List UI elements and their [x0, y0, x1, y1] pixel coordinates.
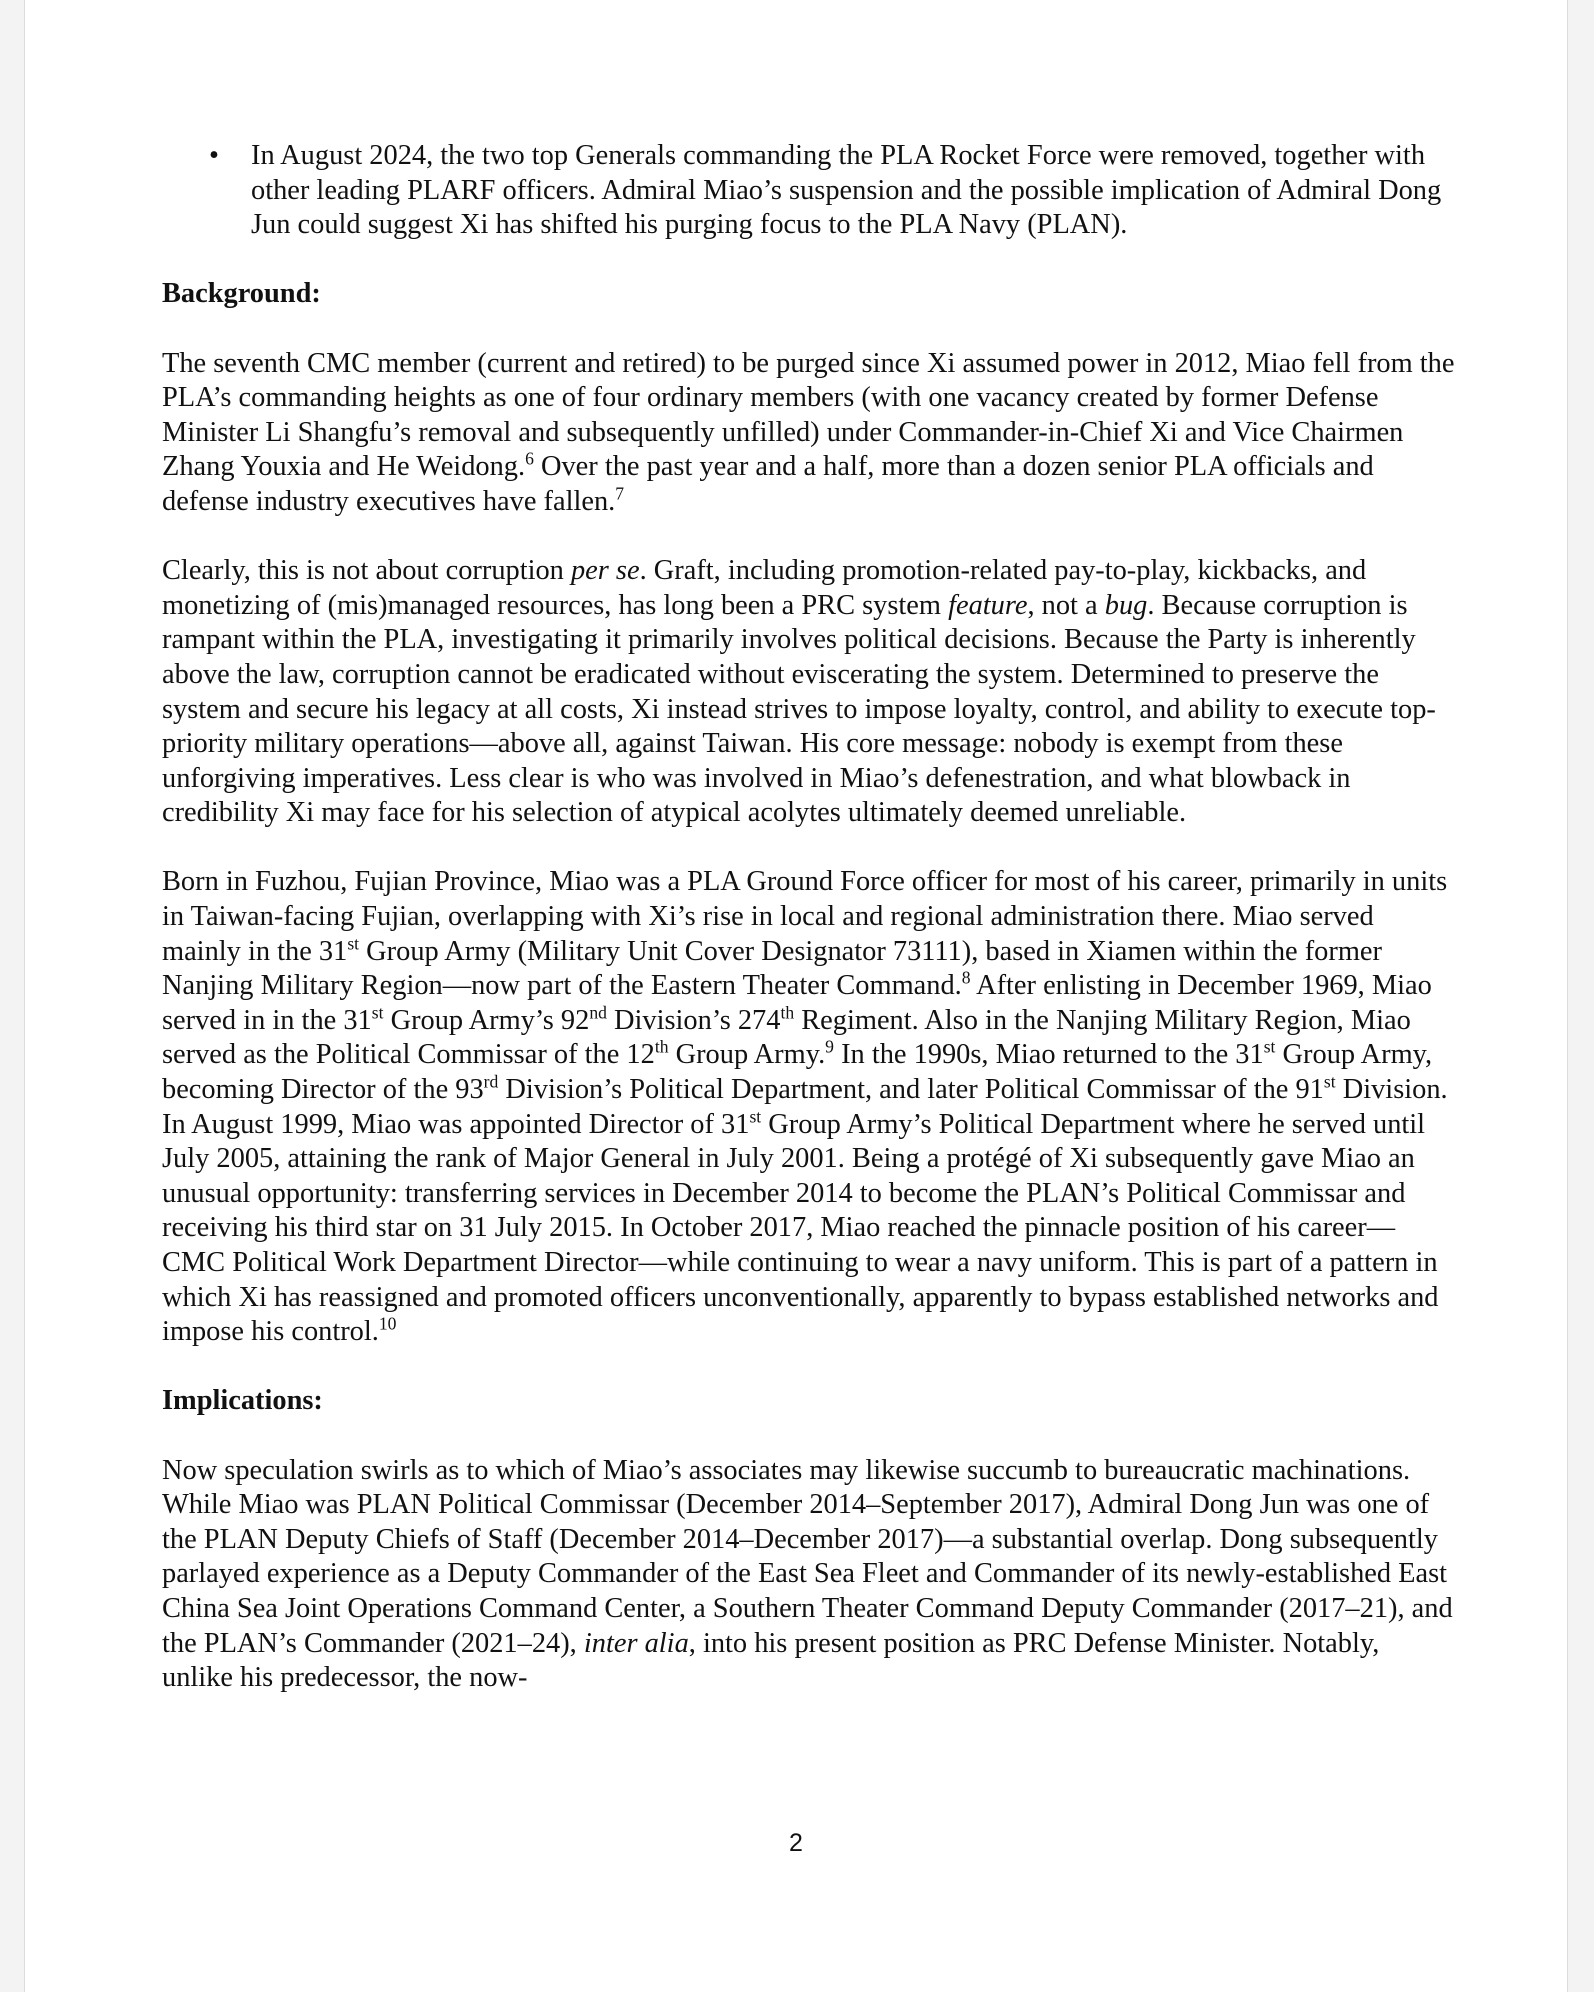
ordinal-suffix: nd [589, 1002, 607, 1023]
background-paragraph-2 [162, 554, 1456, 831]
ordinal-suffix: st [749, 1106, 762, 1127]
text-segment: Group Army, becoming Director of the 93 [162, 1039, 1433, 1106]
background-heading: Background: [162, 278, 321, 310]
text-segment: Over the past year and a half, more than a dozen senior PLA officials and defense industry executives have fallen. [162, 451, 1374, 517]
implications-heading: Implications: [162, 1385, 323, 1417]
italic-text: per se [570, 555, 640, 587]
text-segment: Division’s Political Department, and later Political Commissar of the 91 [498, 1074, 1324, 1106]
text-segment: Group Army’s Political Department where he served until July 2005, attaining the rank of Major General in July 2001. Being a protégé of Xi subsequently gave Miao an unusual opportunity: transferring services in December 2014 to become the PLAN’s Political Commissar and receiving his third star on 31 July 2015. In October 2017, Miao reached the pinnacle position of his career—CMC Political Work Department Director—while continuing to wear a navy uniform. This is part of a pattern in which Xi has reassigned and promoted officers unconventionally, apparently to bypass established networks and impose his control. [162, 1108, 1439, 1348]
footnote-ref: 6 [525, 448, 534, 469]
italic-text: inter alia [583, 1627, 689, 1659]
implications-paragraph-1 [162, 1454, 1456, 1696]
text-segment: Clearly, this is not about corruption [162, 555, 571, 587]
text-segment: Division’s 274 [606, 1004, 781, 1036]
footnote-ref: 7 [615, 483, 625, 504]
bullet-item [162, 139, 1456, 243]
ordinal-suffix: st [347, 933, 360, 954]
text-segment: , not a [1027, 589, 1105, 621]
text-segment: Division. In August 1999, Miao was appointed Director of 31 [162, 1074, 1448, 1140]
background-paragraph-3 [162, 865, 1456, 1349]
text-segment: After enlisting in December 1969, Miao served in in the 31 [162, 970, 1432, 1036]
footnote-ref: 8 [961, 967, 971, 988]
ordinal-suffix: th [780, 1002, 795, 1023]
bullet-icon: • [209, 140, 219, 171]
ordinal-suffix: st [1323, 1071, 1336, 1092]
text-segment: Born in Fuzhou, Fujian Province, Miao was a PLA Ground Force officer for most of his career, primarily in units in Taiwan-facing Fujian, overlapping with Xi’s rise in local and regional administration there. Miao served mainly in the 31 [162, 866, 1448, 967]
ordinal-suffix: st [1263, 1036, 1276, 1057]
text-segment: The seventh CMC member (current and retired) to be purged since Xi assumed power in 2012, Miao fell from the PLA’s commanding heights as one of four ordinary members (with one vacancy created by former Defense Minister Li Shangfu’s removal and subsequently unfilled) under Commander-in-Chief Xi and Vice Chairmen Zhang Youxia and He Weidong. [162, 347, 1455, 483]
italic-text: bug [1104, 589, 1148, 621]
italic-text: feature [948, 589, 1028, 621]
background-paragraph-1 [162, 347, 1456, 520]
text-segment: Group Army’s 92 [383, 1004, 590, 1036]
text-segment: Regiment. Also in the Nanjing Military Region, Miao served as the Political Commissar of the 12 [162, 1004, 1411, 1071]
text-segment: . Graft, including promotion-related pay-to-play, kickbacks, and monetizing of (mis)managed resources, has long been a PRC system [162, 555, 1367, 621]
page-content [162, 139, 1456, 1730]
text-segment: Group Army (Military Unit Cover Designator 73111), based in Xiamen within the former Nanjing Military Region—now part of the Eastern Theater Command. [162, 935, 1382, 1002]
text-segment: Group Army. [668, 1039, 826, 1071]
page-number: 2 [789, 1829, 803, 1857]
text-segment: , into his present position as PRC Defense Minister. Notably, unlike his predecessor, the now- [162, 1627, 1380, 1694]
ordinal-suffix: rd [483, 1071, 499, 1092]
bullet-text: In August 2024, the two top Generals commanding the PLA Rocket Force were removed, together with other leading PLARF officers. Admiral Miao’s suspension and the possible implication of Admiral Dong Jun could suggest Xi has shifted his purging focus to the PLA Navy (PLAN). [251, 140, 1442, 241]
text-segment: In the 1990s, Miao returned to the 31 [833, 1039, 1264, 1071]
text-segment: Now speculation swirls as to which of Miao’s associates may likewise succumb to bureaucratic machinations. While Miao was PLAN Political Commissar (December 2014–September 2017), Admiral Dong Jun was one of the PLAN Deputy Chiefs of Staff (December 2014–December 2017)—a substantial overlap. Dong subsequently parlayed experience as a Deputy Commander of the East Sea Fleet and Commander of its newly-established East China Sea Joint Operations Command Center, a Southern Theater Command Deputy Commander (2017–21), and the PLAN’s Commander (2021–24), [162, 1454, 1453, 1659]
text-segment: . Because corruption is rampant within the PLA, investigating it primarily involves political decisions. Because the Party is inherently above the law, corruption cannot be eradicated without eviscerating the system. Determined to preserve the system and secure his legacy at all costs, Xi instead strives to impose loyalty, control, and ability to execute top-priority military operations—above all, against Taiwan. His core message: nobody is exempt from these unforgiving imperatives. Less clear is who was involved in Miao’s defenestration, and what blowback in credibility Xi may face for his selection of atypical acolytes ultimately deemed unreliable. [162, 589, 1436, 829]
document-page [24, 0, 1568, 1992]
ordinal-suffix: th [654, 1036, 669, 1057]
ordinal-suffix: st [371, 1002, 384, 1023]
footnote-ref: 10 [378, 1313, 397, 1334]
footnote-ref: 9 [825, 1036, 834, 1057]
